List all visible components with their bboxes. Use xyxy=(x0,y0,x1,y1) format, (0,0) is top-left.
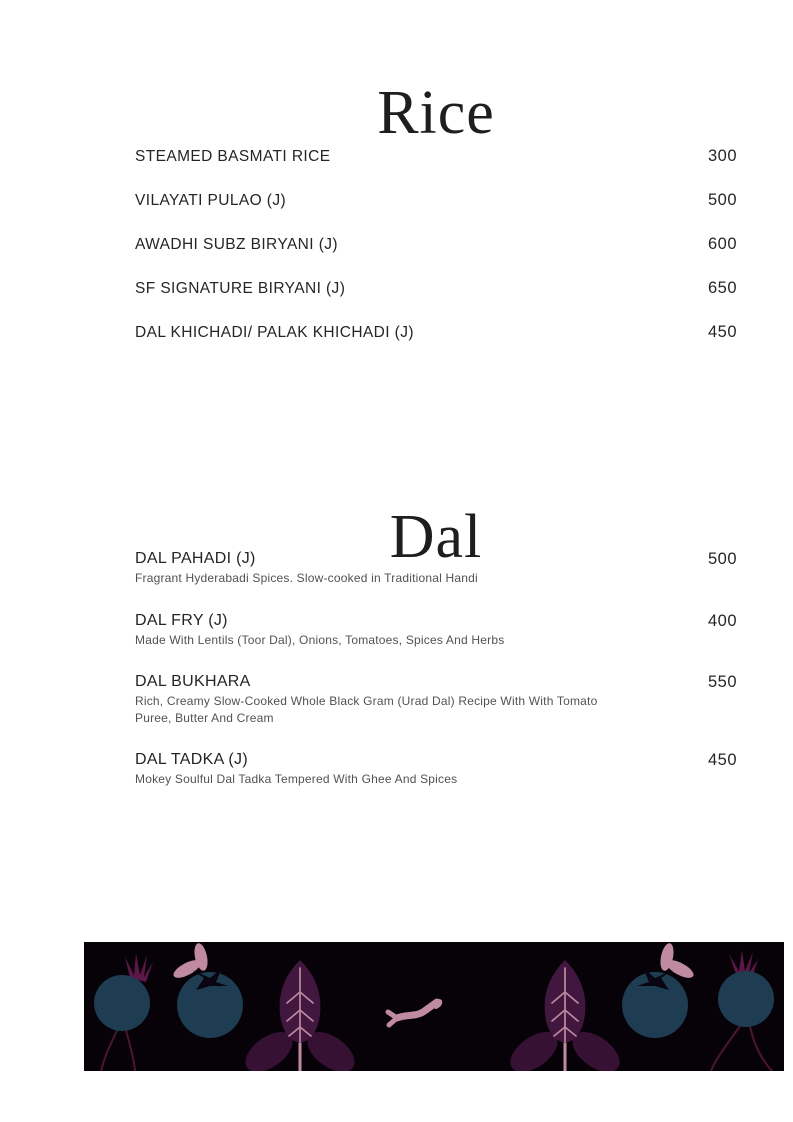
item-name: SF SIGNATURE BIRYANI (J) xyxy=(135,280,346,297)
menu-item-row xyxy=(135,191,737,235)
menu-item-row xyxy=(135,611,737,649)
item-description: Mokey Soulful Dal Tadka Tempered With Ghee And Spices xyxy=(135,772,458,786)
item-price: 500 xyxy=(707,191,737,209)
item-name: DAL KHICHADI/ PALAK KHICHADI (J) xyxy=(135,324,414,341)
item-price: 450 xyxy=(707,323,737,341)
item-price: 400 xyxy=(707,611,737,630)
item-name: DAL FRY (J) xyxy=(135,611,228,629)
menu-item-row xyxy=(135,279,737,323)
footer-decor-band xyxy=(84,942,784,1071)
item-price: 450 xyxy=(707,751,737,769)
menu-item-row xyxy=(135,323,737,367)
menu-item-row xyxy=(135,750,737,788)
item-description: Fragrant Hyderabadi Spices. Slow-cooked in Traditional Handi xyxy=(135,571,478,585)
section-title-dal: Dal xyxy=(389,502,483,571)
blueberry-icon xyxy=(171,942,243,1038)
blueberry-icon xyxy=(622,942,696,1038)
footer-decor-svg xyxy=(84,942,784,1071)
item-price: 300 xyxy=(707,147,737,165)
menu-item-row xyxy=(135,147,737,191)
menu-item-row xyxy=(135,549,737,587)
item-name: VILAYATI PULAO (J) xyxy=(135,192,287,209)
rice-item-list xyxy=(135,147,737,367)
rosehip-berry-icon xyxy=(711,950,774,1071)
item-price: 500 xyxy=(707,550,737,568)
item-description: Rich, Creamy Slow-Cooked Whole Black Gram (Urad Dal) Recipe With With Tomato Puree, Butter And Cream xyxy=(135,694,598,725)
item-name: DAL PAHADI (J) xyxy=(135,550,256,567)
item-price: 600 xyxy=(707,235,737,253)
item-price: 650 xyxy=(707,279,737,297)
menu-item-row xyxy=(135,672,737,726)
twig-icon xyxy=(388,1001,440,1025)
leaf-plant-icon xyxy=(503,960,626,1071)
item-description: Made With Lentils (Toor Dal), Onions, Tomatoes, Spices And Herbs xyxy=(135,632,505,647)
dal-item-list xyxy=(135,549,737,812)
menu-item-row xyxy=(135,235,737,279)
item-name: STEAMED BASMATI RICE xyxy=(135,148,331,165)
section-title-rice: Rice xyxy=(377,78,495,147)
leaf-plant-icon xyxy=(238,960,361,1071)
rosehip-berry-icon xyxy=(94,953,153,1071)
item-name: DAL TADKA (J) xyxy=(135,751,248,768)
item-name: AWADHI SUBZ BIRYANI (J) xyxy=(135,236,338,253)
item-name: DAL BUKHARA xyxy=(135,673,251,690)
item-price: 550 xyxy=(707,673,737,691)
